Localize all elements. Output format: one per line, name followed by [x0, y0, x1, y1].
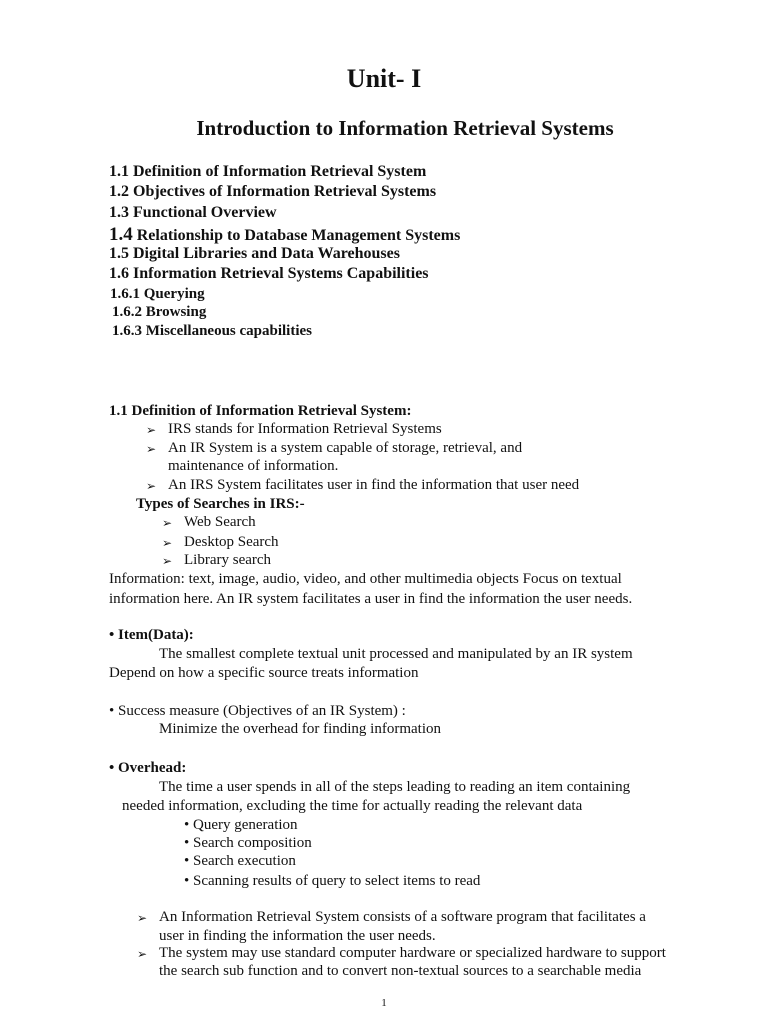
subheading-search-types: Types of Searches in IRS:- — [136, 496, 305, 512]
list-item: ➢ IRS stands for Information Retrieval Systems — [168, 421, 442, 438]
toc-item: 1.6.2 Browsing — [112, 304, 207, 320]
list-item: ➢ Web Search — [184, 514, 256, 531]
list-item: ➢ An Information Retrieval System consists of a software program that facilitates a — [159, 909, 646, 926]
page-title: Introduction to Information Retrieval Systems — [196, 116, 614, 140]
list-item: • Scanning results of query to select items to read — [184, 873, 481, 889]
overhead-heading: • Overhead: — [109, 760, 187, 776]
toc-item: 1.4 Relationship to Database Management Systems — [109, 224, 461, 245]
paragraph: Minimize the overhead for finding information — [159, 721, 442, 737]
list-item: ➢ Desktop Search — [184, 534, 279, 551]
toc-item: 1.1 Definition of Information Retrieval System — [109, 163, 427, 180]
list-item: • Query generation — [184, 817, 298, 833]
toc-item: 1.5 Digital Libraries and Data Warehouses — [109, 245, 400, 262]
item-heading: • Item(Data): — [109, 627, 194, 643]
list-item: ➢ Library search — [184, 552, 271, 569]
paragraph: information here. An IR system facilitates a user in find the information the user needs. — [109, 591, 633, 607]
toc-item: 1.6 Information Retrieval Systems Capabilities — [109, 265, 429, 282]
paragraph: Information: text, image, audio, video, and other multimedia objects Focus on textual — [109, 571, 622, 587]
list-item: • Search execution — [184, 853, 296, 869]
page-number: 1 — [381, 997, 387, 1009]
list-item: ➢ An IRS System facilitates user in find the information that user need — [168, 477, 579, 494]
list-item: • Search composition — [184, 835, 312, 851]
toc-item: 1.6.3 Miscellaneous capabilities — [112, 323, 312, 339]
unit-title: Unit- I — [346, 64, 422, 93]
paragraph: The time a user spends in all of the steps leading to reading an item containing — [159, 779, 631, 795]
toc-item: 1.6.1 Querying — [110, 286, 205, 302]
success-heading: • Success measure (Objectives of an IR System) : — [109, 703, 406, 719]
paragraph: Depend on how a specific source treats information — [109, 665, 419, 681]
toc-item: 1.3 Functional Overview — [109, 204, 277, 221]
list-item-continuation: maintenance of information. — [168, 458, 339, 474]
list-item: ➢ An IR System is a system capable of storage, retrieval, and — [168, 440, 522, 457]
list-item: ➢ The system may use standard computer hardware or specialized hardware to support — [159, 945, 666, 962]
list-item-continuation: user in finding the information the user needs. — [159, 928, 436, 944]
toc-item: 1.2 Objectives of Information Retrieval Systems — [109, 183, 437, 200]
paragraph: The smallest complete textual unit processed and manipulated by an IR system — [159, 646, 633, 662]
section-heading: 1.1 Definition of Information Retrieval System: — [109, 403, 412, 419]
list-item-continuation: the search sub function and to convert non-textual sources to a searchable media — [159, 963, 642, 979]
paragraph: needed information, excluding the time for actually reading the relevant data — [122, 798, 583, 814]
